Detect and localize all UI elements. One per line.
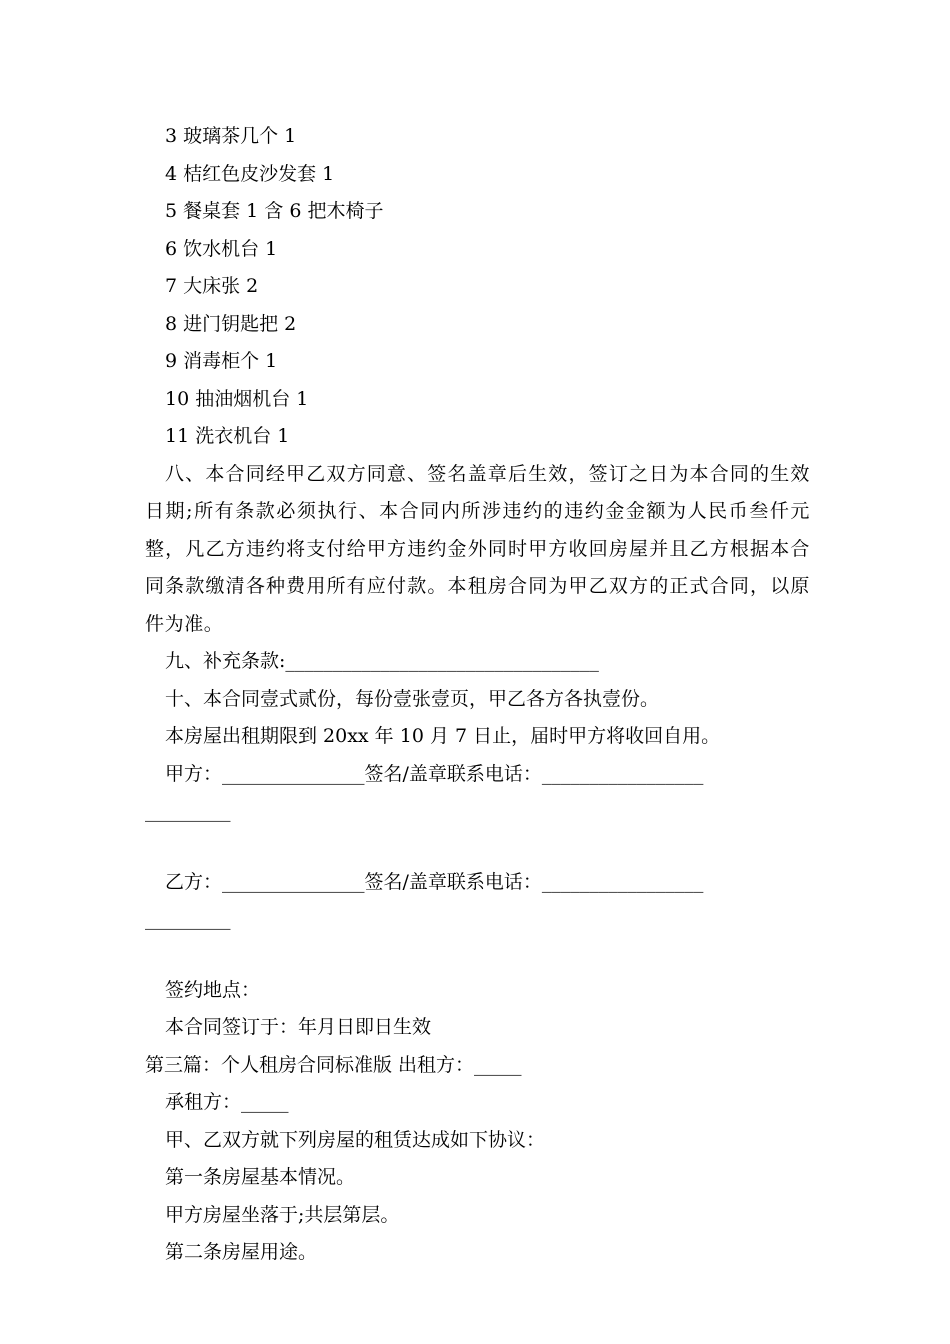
inventory-item: 8 进门钥匙把 2 bbox=[165, 312, 297, 335]
inventory-item: 9 消毒柜个 1 bbox=[165, 350, 278, 372]
lease-term-paragraph: 本房屋出租期限到 20xx 年 10 月 7 日止，届时甲方将收回自用。 bbox=[165, 725, 721, 747]
lessee-line: 承租方：_____ bbox=[165, 1091, 289, 1113]
clause-8-paragraph: 八、本合同经甲乙双方同意、签名盖章后生效，签订之日为本合同的生效日期;所有条款必须执行、本合同内所涉违约的违约金金额为人民币叁仟元整，凡乙方违约将支付给甲方违约金外同时甲方收回房屋并且乙方根据本合同条款缴清各种费用所有应付款。本租房合同为甲乙双方的正式合同，以原件为准。 bbox=[145, 462, 810, 635]
article-2-title: 第二条房屋用途。 bbox=[165, 1241, 318, 1263]
inventory-item: 11 洗衣机台 1 bbox=[165, 425, 290, 447]
article-1-text: 甲方房屋坐落于;共层第层。 bbox=[165, 1203, 400, 1226]
document-body bbox=[145, 118, 810, 1272]
clause-10-copies: 十、本合同壹式贰份，每份壹张壹页，甲乙各方各执壹份。 bbox=[165, 687, 660, 710]
inventory-item: 4 桔红色皮沙发套 1 bbox=[165, 162, 335, 185]
signing-place: 签约地点： bbox=[165, 978, 261, 1001]
party-b-phone-continuation: _________ bbox=[145, 908, 231, 930]
clause-9-supplementary-terms: 九、补充条款:_________________________________ bbox=[165, 650, 599, 672]
party-a-phone-continuation: _________ bbox=[145, 800, 231, 822]
party-a-signature-line: 甲方：_______________签名/盖章联系电话：_________________ bbox=[165, 762, 704, 785]
inventory-item: 5 餐桌套 1 含 6 把木椅子 bbox=[165, 200, 384, 222]
party-b-signature-block bbox=[145, 864, 810, 939]
inventory-item: 7 大床张 2 bbox=[165, 275, 259, 297]
inventory-item: 3 玻璃茶几个 1 bbox=[165, 125, 297, 147]
party-a-signature-block bbox=[145, 756, 810, 831]
inventory-list bbox=[145, 118, 810, 456]
inventory-item: 6 饮水机台 1 bbox=[165, 237, 278, 260]
signing-date: 本合同签订于：年月日即日生效 bbox=[165, 1016, 432, 1038]
agreement-intro: 甲、乙双方就下列房屋的租赁达成如下协议： bbox=[165, 1128, 546, 1151]
article-1-title: 第一条房屋基本情况。 bbox=[165, 1166, 356, 1188]
inventory-item: 10 抽油烟机台 1 bbox=[165, 387, 309, 410]
party-b-signature-line: 乙方：_______________签名/盖章联系电话：_________________ bbox=[165, 870, 704, 893]
part-3-heading: 第三篇：个人租房合同标准版 出租方：_____ bbox=[145, 1053, 522, 1076]
